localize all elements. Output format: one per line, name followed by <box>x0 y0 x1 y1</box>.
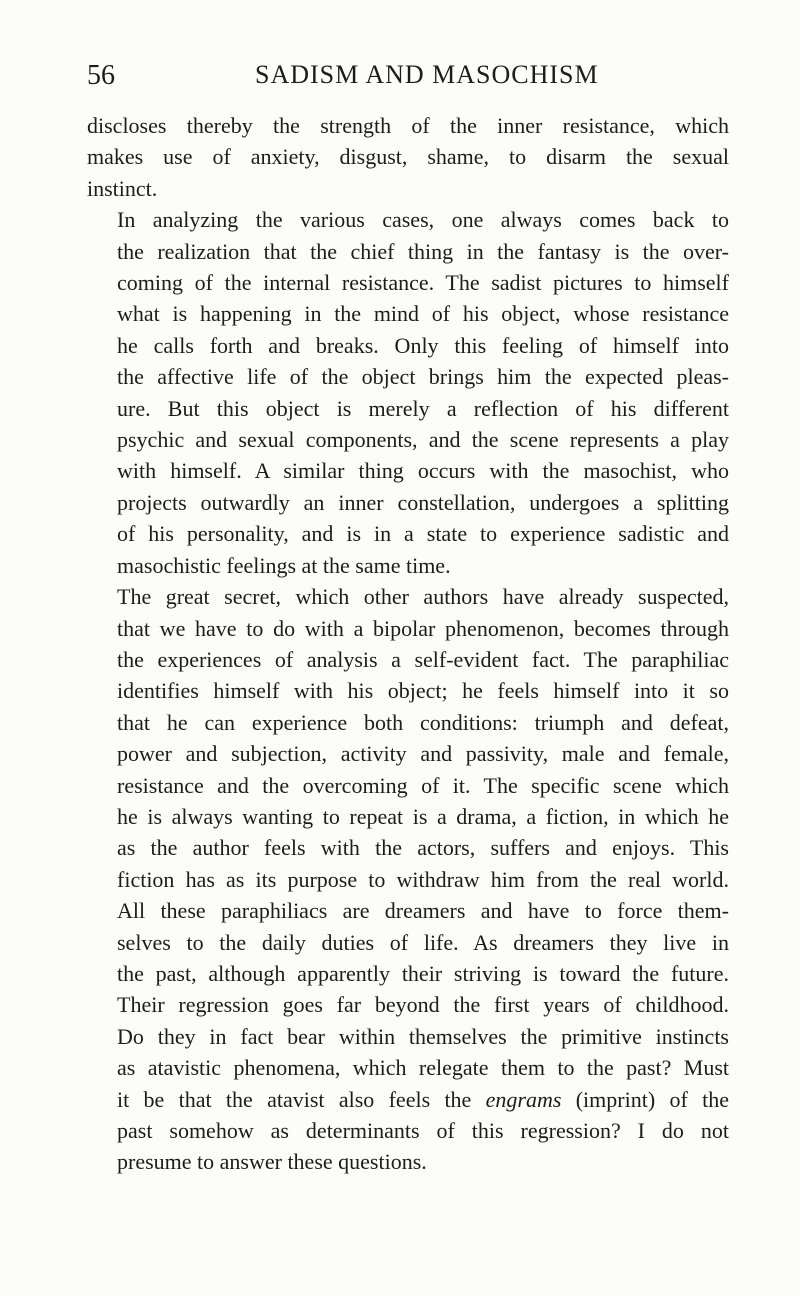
text-line: the affective life of the object brings him the expected pleas- <box>117 364 729 390</box>
text-line: as atavistic phenomena, which relegate them to the past? Must <box>117 1055 729 1081</box>
text-line: identifies himself with his object; he feels himself into it so <box>117 678 729 704</box>
text-line: selves to the daily duties of life. As dreamers they live in <box>117 929 729 955</box>
text-line: fiction has as its purpose to withdraw him from the real world. <box>117 866 729 892</box>
paragraph-3 <box>87 581 729 1178</box>
text-line: coming of the internal resistance. The sadist pictures to himself <box>117 270 729 296</box>
text-line-with-italic <box>87 1084 729 1115</box>
text-line: of his personality, and is in a state to experience sadistic and <box>117 521 729 547</box>
text-line: All these paraphiliacs are dreamers and have to force them- <box>117 898 729 924</box>
text-line: that he can experience both conditions: triumph and defeat, <box>117 709 729 735</box>
text-line: psychic and sexual components, and the scene represents a play <box>117 427 729 453</box>
text-line: ure. But this object is merely a reflection of his different <box>117 395 729 421</box>
text-segment: it be that the atavist also feels the <box>117 1086 486 1112</box>
text-line: past somehow as determinants of this regression? I do not <box>117 1118 729 1143</box>
text-line: makes use of anxiety, disgust, shame, to disarm the sexual <box>87 144 729 170</box>
text-line: as the author feels with the actors, suffers and enjoys. This <box>117 835 729 861</box>
running-head <box>87 60 727 100</box>
text-line: Do they in fact bear within themselves the primitive instincts <box>117 1023 729 1049</box>
text-line: that we have to do with a bipolar phenomenon, becomes through <box>117 615 729 641</box>
text-line: masochistic feelings at the same time. <box>117 552 451 578</box>
text-line: the realization that the chief thing in the fantasy is the over- <box>117 238 729 264</box>
text-line: instinct. <box>87 175 158 201</box>
text-line: presume to answer these questions. <box>117 1149 427 1175</box>
running-title: SADISM AND MASOCHISM <box>255 60 599 89</box>
text-line: In analyzing the various cases, one always comes back to <box>117 207 729 233</box>
text-line: The great secret, which other authors have already suspected, <box>117 584 729 610</box>
body-text <box>87 110 729 1178</box>
text-line: power and subjection, activity and passivity, male and female, <box>117 741 729 767</box>
text-line: the experiences of analysis a self-evident fact. The paraphiliac <box>117 646 729 672</box>
text-line: projects outwardly an inner constellation, undergoes a splitting <box>117 489 729 515</box>
italic-term: engrams <box>485 1086 562 1112</box>
text-segment: (imprint) of the <box>561 1086 729 1112</box>
text-line: discloses thereby the strength of the inner resistance, which <box>87 113 729 138</box>
text-line: resistance and the overcoming of it. The specific scene which <box>117 772 729 798</box>
text-line: with himself. A similar thing occurs with the masochist, who <box>117 458 729 484</box>
paragraph-1 <box>87 110 729 204</box>
page-number: 56 <box>87 60 115 91</box>
text-line: Their regression goes far beyond the first years of childhood. <box>117 992 729 1018</box>
text-line: he is always wanting to repeat is a drama, a fiction, in which he <box>117 803 729 829</box>
text-line: he calls forth and breaks. Only this feeling of himself into <box>117 332 729 358</box>
paragraph-2 <box>87 204 729 581</box>
text-line: the past, although apparently their striving is toward the future. <box>117 960 729 986</box>
text-line: what is happening in the mind of his object, whose resistance <box>117 301 729 327</box>
